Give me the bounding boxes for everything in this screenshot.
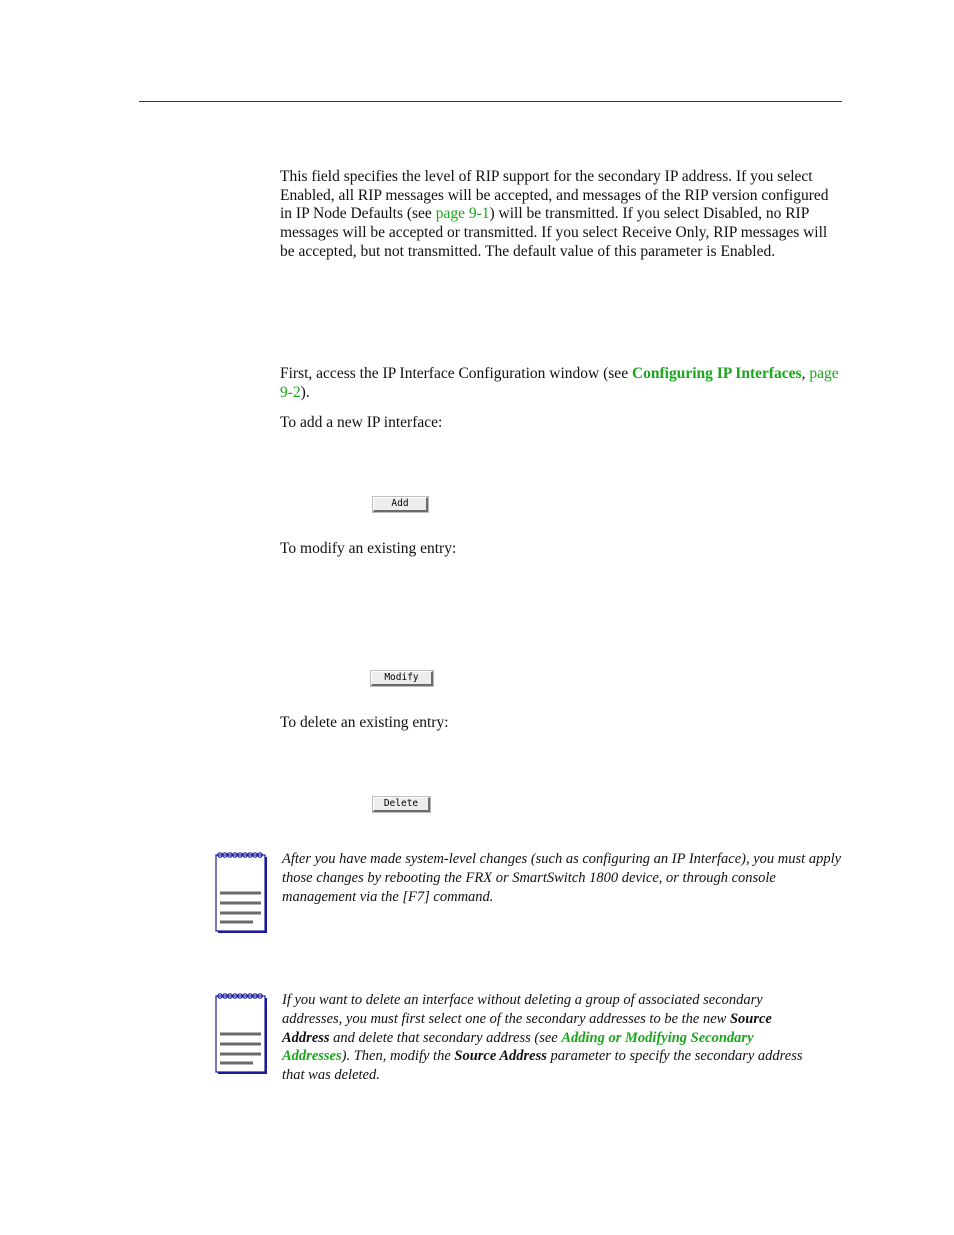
- header-rule: [139, 101, 842, 102]
- access-text-2: ).: [300, 383, 310, 401]
- note-icon: [215, 992, 269, 1076]
- delete-button[interactable]: Delete: [373, 797, 430, 812]
- source-address-term-1: Source Address: [282, 1010, 772, 1046]
- note-2-text-2: and delete that secondary address (see: [329, 1029, 562, 1046]
- add-button[interactable]: Add: [373, 497, 428, 512]
- rip-support-paragraph: [280, 168, 842, 262]
- page-9-1-link[interactable]: page 9-1: [435, 205, 490, 223]
- note-icon: [215, 851, 269, 935]
- source-address-term-2: Source Address: [454, 1048, 547, 1065]
- note-2-text-3: ). Then, modify the: [341, 1048, 455, 1065]
- add-intro: To add a new IP interface:: [280, 414, 443, 431]
- access-comma: ,: [801, 365, 810, 382]
- modify-intro: To modify an existing entry:: [280, 540, 457, 557]
- delete-intro: To delete an existing entry:: [280, 714, 449, 731]
- access-paragraph: [280, 365, 842, 402]
- page-9-2-link[interactable]: page 9-2: [280, 365, 839, 401]
- note-2-text-1: If you want to delete an interface without deleting a group of associated secondary addresses, you must first select one of the secondary addresses to be the new: [282, 992, 763, 1027]
- adding-modifying-secondary-addresses-link[interactable]: Adding or Modifying Secondary Addresses: [282, 1029, 754, 1065]
- rip-text-2: ) will be transmitted. If you select Disabled, no RIP messages will be accepted or transmitted. If you select Receive Only, RIP messages will be accepted, but not transmitted. The default value of this parameter is Enabled.: [280, 205, 828, 260]
- note-2-text: [282, 991, 822, 1085]
- rip-text-1: This field specifies the level of RIP support for the secondary IP address. If you select Enabled, all RIP messages will be accepted, and messages of the RIP version configured in IP Node Defaults (see: [280, 168, 829, 223]
- modify-button[interactable]: Modify: [371, 671, 433, 686]
- configuring-ip-interfaces-link[interactable]: Configuring IP Interfaces: [631, 365, 802, 382]
- note-2-text-4: parameter to specify the secondary address that was deleted.: [282, 1048, 803, 1084]
- note-1-text: After you have made system-level changes (such as configuring an IP Interface), you must apply those changes by rebooting the FRX or SmartSwitch 1800 device, or through console management via the [F7] command.: [282, 851, 842, 905]
- access-text-1: First, access the IP Interface Configuration window (see: [280, 365, 632, 382]
